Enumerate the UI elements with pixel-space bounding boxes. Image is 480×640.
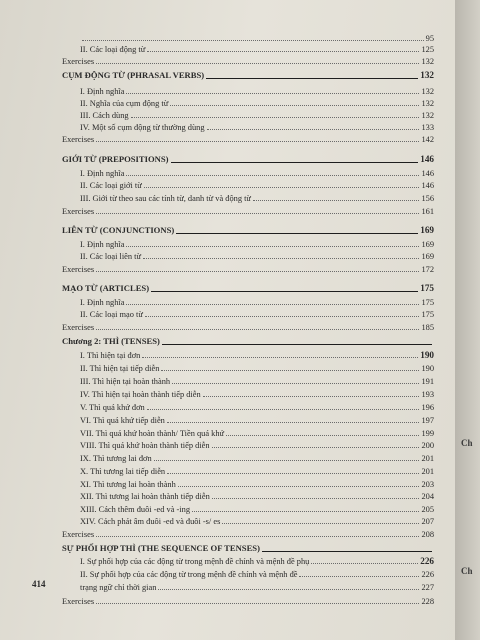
toc-leader <box>96 141 419 142</box>
toc-page-number: 226 <box>420 556 434 566</box>
toc-leader <box>253 200 419 201</box>
toc-entry <box>62 33 434 44</box>
toc-page-number: 172 <box>421 265 434 274</box>
toc-entry <box>62 516 434 527</box>
toc-leader <box>126 304 419 305</box>
toc-entry-title: I. Thì hiện tại đơn <box>80 351 141 360</box>
toc-entry <box>62 504 434 515</box>
toc-entry-title: trạng ngữ chỉ thời gian <box>80 583 157 592</box>
toc-entry <box>62 193 434 204</box>
toc-entry-title: Exercises <box>62 265 95 274</box>
toc-leader <box>212 447 420 448</box>
toc-entry-title: IX. Thì tương lai đơn <box>80 454 152 463</box>
toc-entry <box>62 264 434 275</box>
toc-leader <box>96 63 419 64</box>
toc-page-number: 226 <box>421 570 434 579</box>
toc-leader <box>145 316 420 317</box>
toc-entry <box>62 389 434 400</box>
toc-entry <box>62 466 434 477</box>
toc-page-number: 196 <box>421 403 434 412</box>
toc-entry-title: II. Các loại động từ <box>80 45 146 54</box>
toc-page-number: 185 <box>421 323 434 332</box>
toc-page-number: 227 <box>421 583 434 592</box>
toc-entry-title: III. Thì hiện tại hoàn thành <box>80 377 171 386</box>
toc-entry <box>62 251 434 262</box>
toc-page-number: 142 <box>421 135 434 144</box>
toc-page-number: 133 <box>421 123 434 132</box>
toc-entry <box>62 168 434 179</box>
toc-page-number: 161 <box>421 207 434 216</box>
toc-entry-title: II. Các loại liên từ <box>80 252 142 261</box>
toc-entry-title: II. Các loại giới từ <box>80 181 142 190</box>
toc-page-number: 203 <box>421 480 434 489</box>
toc-leader <box>96 271 419 272</box>
toc-entry-title: II. Nghĩa của cụm động từ <box>80 99 169 108</box>
toc-leader <box>96 213 419 214</box>
toc-page-number: 207 <box>421 517 434 526</box>
toc-section-heading <box>62 225 434 236</box>
toc-leader <box>143 258 419 259</box>
toc-section-heading <box>62 283 434 294</box>
toc-page-number: 199 <box>421 429 434 438</box>
toc-section-heading <box>62 543 434 554</box>
toc-entry <box>62 297 434 308</box>
toc-page-number: 156 <box>421 194 434 203</box>
toc-entry-title: Exercises <box>62 597 95 606</box>
toc-entry-title: Exercises <box>62 135 95 144</box>
toc-entry <box>62 453 434 464</box>
toc-entry-title: IV. Thì hiện tại hoàn thành tiếp diễn <box>80 390 201 399</box>
toc-entry-title: I. Định nghĩa <box>80 169 125 178</box>
toc-page-number: 197 <box>421 416 434 425</box>
toc-page-number: 201 <box>421 454 434 463</box>
toc-page-number: 132 <box>420 70 434 80</box>
toc-entry-title: III. Giới từ theo sau các tính từ, danh từ và động từ <box>80 194 251 203</box>
toc-leader <box>299 576 419 577</box>
toc-entry <box>62 596 434 607</box>
toc-leader <box>131 117 420 118</box>
toc-entry-title: Exercises <box>62 57 95 66</box>
toc-leader <box>167 422 420 423</box>
toc-entry <box>62 569 434 580</box>
toc-leader <box>147 51 419 52</box>
toc-leader <box>126 246 419 247</box>
page-number: 414 <box>32 579 46 589</box>
toc-entry-title: I. Định nghĩa <box>80 240 125 249</box>
toc-entry <box>62 556 434 567</box>
toc-entry-title: VI. Thì quá khứ tiếp diễn <box>80 416 165 425</box>
toc-entry-title: II. Thì hiện tại tiếp diễn <box>80 364 160 373</box>
toc-section-heading <box>62 154 434 165</box>
toc-leader <box>171 162 419 163</box>
toc-entry-title: I. Định nghĩa <box>80 298 125 307</box>
toc-leader <box>311 563 418 564</box>
toc-entry <box>62 582 434 593</box>
toc-leader <box>222 523 419 524</box>
toc-entry-title: II. Các loại mạo từ <box>80 310 143 319</box>
toc-leader <box>82 40 424 41</box>
toc-leader <box>161 370 419 371</box>
toc-leader <box>96 536 419 537</box>
toc-page-number: 132 <box>421 99 434 108</box>
toc-leader <box>96 329 419 330</box>
adjacent-page-heading: Ch <box>461 566 473 576</box>
toc-entry <box>62 428 434 439</box>
toc-page-number: 169 <box>421 252 434 261</box>
toc-entry <box>62 440 434 451</box>
toc-entry <box>62 415 434 426</box>
toc-leader <box>151 291 418 292</box>
toc-leader <box>147 409 420 410</box>
toc-page-number: 169 <box>420 225 434 235</box>
toc-leader <box>162 344 432 345</box>
toc-entry <box>62 110 434 121</box>
toc-entry <box>62 134 434 145</box>
toc-entry-title: XII. Thì tương lai hoàn thành tiếp diễn <box>80 492 210 501</box>
toc-entry-title: VIII. Thì quá khứ hoàn thành tiếp diễn <box>80 441 210 450</box>
toc-leader <box>96 603 419 604</box>
toc-leader <box>262 551 432 552</box>
toc-leader <box>206 78 418 79</box>
toc-leader <box>167 473 419 474</box>
adjacent-page-edge <box>455 0 480 640</box>
toc-entry-title: III. Cách dùng <box>80 111 129 120</box>
toc-page-number: 146 <box>421 169 434 178</box>
toc-page-number: 175 <box>421 310 434 319</box>
toc-entry <box>62 529 434 540</box>
toc-page-number: 146 <box>420 154 434 164</box>
toc-entry-title: SỰ PHỐI HỢP THÌ (THE SEQUENCE OF TENSES) <box>62 543 260 553</box>
toc-page-number: 132 <box>421 111 434 120</box>
toc-entry-title: I. Định nghĩa <box>80 87 125 96</box>
toc-entry-title: XIV. Cách phát âm đuôi -ed và đuôi -s/ es <box>80 517 221 526</box>
toc-entry <box>62 479 434 490</box>
toc-entry <box>62 402 434 413</box>
toc-entry-title: GIỚI TỪ (PREPOSITIONS) <box>62 154 169 164</box>
toc-entry-title: XIII. Cách thêm đuôi -ed và -ing <box>80 505 191 514</box>
toc-entry <box>62 206 434 217</box>
toc-page-number: 208 <box>421 530 434 539</box>
toc-entry-title: Chương 2: THÌ (TENSES) <box>62 336 160 346</box>
toc-entry-title: Exercises <box>62 207 95 216</box>
toc-entry <box>62 239 434 250</box>
toc-leader <box>158 589 419 590</box>
toc-leader <box>192 511 419 512</box>
toc-entry-title: V. Thì quá khứ đơn <box>80 403 145 412</box>
toc-entry-title: II. Sự phối hợp của các động từ trong mệnh đề chính và mệnh đề <box>80 570 298 579</box>
adjacent-page-heading: Ch <box>461 438 473 448</box>
toc-entry <box>62 350 434 361</box>
toc-page-number: 190 <box>421 364 434 373</box>
toc-entry-title: LIÊN TỪ (CONJUNCTIONS) <box>62 225 175 235</box>
toc-page-number: 228 <box>421 597 434 606</box>
toc-page-number: 193 <box>421 390 434 399</box>
toc-entry-title: X. Thì tương lai tiếp diễn <box>80 467 166 476</box>
toc-page-number: 190 <box>420 350 434 360</box>
toc-leader <box>212 498 420 499</box>
toc-entry <box>62 86 434 97</box>
toc-leader <box>126 93 419 94</box>
toc-leader <box>154 460 420 461</box>
toc-page-number: 169 <box>421 240 434 249</box>
toc-entry-title: Exercises <box>62 323 95 332</box>
toc-leader <box>203 396 420 397</box>
toc-page-number: 125 <box>421 45 434 54</box>
toc-leader <box>176 233 418 234</box>
toc-leader <box>126 175 419 176</box>
toc-page-number: 205 <box>421 505 434 514</box>
toc-leader <box>170 105 419 106</box>
toc-entry <box>62 98 434 109</box>
toc-entry-title: IV. Một số cụm động từ thường dùng <box>80 123 205 132</box>
toc-entry <box>62 309 434 320</box>
toc-page-number: 132 <box>421 87 434 96</box>
toc-page-number: 204 <box>421 492 434 501</box>
toc-page-number: 132 <box>421 57 434 66</box>
toc-section-heading <box>62 336 434 347</box>
toc-page-number: 201 <box>421 467 434 476</box>
toc-leader <box>172 383 419 384</box>
toc-leader <box>178 486 420 487</box>
toc-entry <box>62 180 434 191</box>
toc-leader <box>142 357 418 358</box>
toc-page-number: 146 <box>421 181 434 190</box>
toc-leader <box>144 187 420 188</box>
toc-entry <box>62 44 434 55</box>
toc-entry <box>62 122 434 133</box>
toc-section-heading <box>62 70 434 81</box>
toc-entry-title: MẠO TỪ (ARTICLES) <box>62 283 150 293</box>
toc-entry <box>62 376 434 387</box>
toc-entry <box>62 56 434 67</box>
toc-page-number: 191 <box>421 377 434 386</box>
toc-page-number: 95 <box>425 34 434 43</box>
toc-entry-title: I. Sự phối hợp của các động từ trong mệnh đề chính và mệnh đề phụ <box>80 557 310 566</box>
toc-page-number: 175 <box>420 283 434 293</box>
toc-page-number: 175 <box>421 298 434 307</box>
toc-entry-title: CỤM ĐỘNG TỪ (PHRASAL VERBS) <box>62 70 205 80</box>
toc-entry <box>62 322 434 333</box>
toc-entry-title: XI. Thì tương lai hoàn thành <box>80 480 176 489</box>
toc-leader <box>207 129 420 130</box>
toc-entry <box>62 363 434 374</box>
toc-page-number: 200 <box>421 441 434 450</box>
toc-entry <box>62 491 434 502</box>
toc-entry-title: Exercises <box>62 530 95 539</box>
toc-leader <box>226 435 419 436</box>
toc-entry-title: VII. Thì quá khứ hoàn thành/ Tiền quá khứ <box>80 429 225 438</box>
